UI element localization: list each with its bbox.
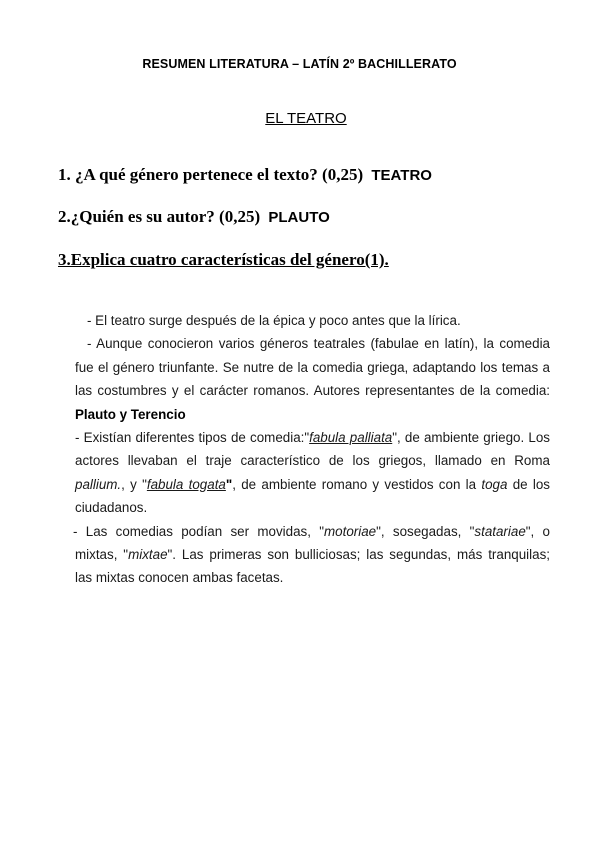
p3-seg-g: " [225, 476, 233, 492]
answer-body [75, 309, 550, 590]
p3-seg-e: , y " [121, 476, 147, 492]
question-2 [58, 207, 330, 227]
p4-seg-c: ", sosegadas, " [376, 523, 475, 539]
paragraph-1 [75, 309, 550, 332]
paragraph-2 [75, 332, 550, 426]
term-statariae: statariae [474, 523, 526, 539]
p4-seg-e: ", o mixtas, " [75, 523, 550, 563]
question-3 [58, 250, 389, 270]
p4-seg-g: ". Las primeras son bulliciosas; las segundas, más tranquilas; las mixtas conocen ambas facetas. [75, 547, 550, 586]
term-mixtae: mixtae [128, 547, 168, 563]
p3-seg-a: - Existían diferentes tipos de comedia:" [75, 430, 310, 446]
p4-seg-a: - Las comedias podían ser movidas, " [73, 523, 324, 539]
document-header: RESUMEN LITERATURA – LATÍN 2º BACHILLERATO [142, 57, 457, 71]
p3-seg-h: , de ambiente romano y vestidos con la [232, 476, 482, 492]
question-2-text: 2.¿Quién es su autor? (0,25) [58, 207, 261, 226]
paragraph-4 [75, 520, 550, 590]
question-3-text: 3.Explica cuatro características del género(1). [58, 250, 389, 269]
term-fabula-palliata: fabula palliata [309, 430, 393, 446]
p3-seg-j: de los ciudadanos. [75, 476, 550, 516]
question-1 [58, 165, 432, 185]
term-pallium: pallium. [75, 476, 122, 492]
term-motoriae: motoriae [324, 523, 377, 539]
question-1-text: 1. ¿A qué género pertenece el texto? (0,25) [58, 165, 364, 184]
section-title: EL TEATRO [265, 110, 347, 127]
paragraph-1-text: - El teatro surge después de la épica y poco antes que la lírica. [87, 313, 461, 328]
question-2-answer: PLAUTO [268, 209, 330, 226]
term-toga: toga [481, 476, 508, 492]
term-fabula-togata: fabula togata [146, 476, 226, 492]
paragraph-3 [75, 426, 550, 520]
question-1-answer: TEATRO [371, 167, 432, 184]
p3-seg-c: ", de ambiente griego. Los actores llevaban el traje característico de los griegos, llamado en Roma [75, 430, 550, 469]
paragraph-2-text: - Aunque conocieron varios géneros teatrales (fabulae en latín), la comedia fue el género triunfante. Se nutre de la comedia griega, adaptando los temas a las costumbres y el carácter romanos. Autores representantes de la comedia: [75, 336, 550, 399]
paragraph-2-authors: Plauto y Terencio [75, 406, 186, 422]
